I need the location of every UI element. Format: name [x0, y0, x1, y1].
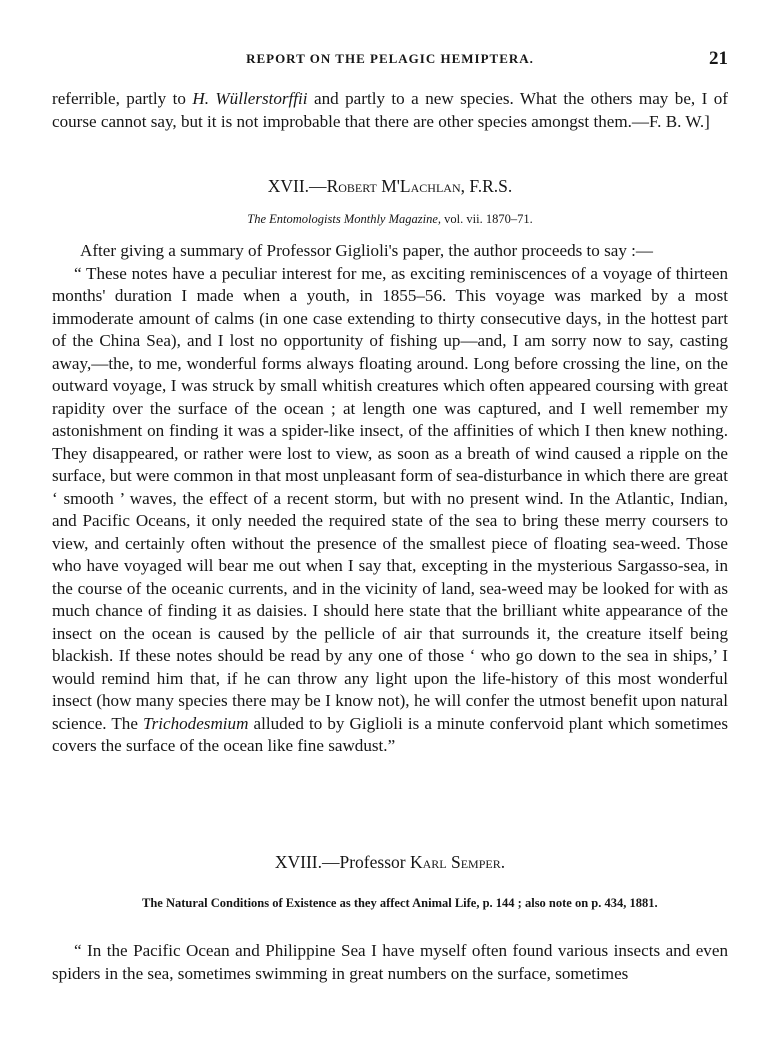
quote-paragraph	[52, 263, 728, 758]
species-name: H. Wüllerstorffii	[192, 89, 308, 108]
section-xviii-body	[52, 940, 728, 985]
citation-volume: vol. vii. 1870–71.	[441, 212, 533, 226]
page-header	[52, 48, 728, 70]
quote-paragraph: “ In the Pacific Ocean and Philippine Sea I have myself often found various insects and even spiders in the sea, sometimes swimming in great numbers on the surface, sometimes	[52, 941, 728, 983]
quote-italic: Trichodesmium	[143, 713, 249, 733]
opening-paragraph	[52, 88, 728, 133]
section-title-prefix: Professor	[339, 852, 410, 872]
page-number: 21	[709, 48, 728, 69]
opening-text-end: and partly to a new species. What the others may be, I of course cannot say, but it is not improbable that there are other species amongst them.—F. B. W.]	[52, 89, 728, 131]
section-heading-xviii	[52, 852, 728, 873]
running-title: REPORT ON THE PELAGIC HEMIPTERA.	[246, 51, 534, 66]
section-author: Robert M'Lachlan,	[326, 176, 465, 196]
section-xvii-body	[52, 240, 728, 758]
section-numeral: XVII.—	[267, 176, 327, 196]
quote-text-end: alluded to by Giglioli is a minute confervoid plant which sometimes covers the surface of the ocean like fine sawdust.”	[52, 713, 728, 755]
intro-paragraph: After giving a summary of Professor Giglioli's paper, the author proceeds to say :—	[80, 241, 654, 260]
quote-text: “ These notes have a peculiar interest for me, as exciting reminiscences of a voyage of thirteen months' duration I made when a youth, in 1855–56. This voyage was marked by a most immoderate amount of calms (in one case extending to thirty consecutive days, in the hottest part of the China Sea), and I lost no opportunity of fishing up—and, I am sorry now to say, casting away,—the, to me, wonderful forms always floating around. Long before crossing the line, on the outward voyage, I was struck by small whitish creatures which often appeared coursing with great rapidity over the surface of the ocean ; at length one was captured, and I well remember my astonishment on finding it was a spider-like insect, of the affinities of which I then knew nothing. They disappeared, or rather were lost to view, as soon as a breath of wind caused a ripple on the surface, but were common in that most unpleasant form of sea-disturbance in which there are great ‘ smooth ’ waves, the effect of a recent storm, but with no present wind. In the Atlantic, Indian, and Pacific Oceans, it only needed the required state of the sea to bring these merry coursers to view, and certainly often without the presence of the smallest piece of floating sea-weed. Those who have voyaged will bear me out when I say that, excepting in the mysterious Sargasso-sea, in the course of the oceanic currents, and in the vicinity of land, sea-weed may be looked for with as much chance of finding it as daisies. I should here state that the brilliant white appearance of the insect on the ocean is caused by the pellicle of air that surrounds it, the creature itself being blackish. If these notes should be read by any one of those ‘ who go down to the sea in ships,’ I would remind him that, if he can throw any light upon the life-history of this most wonderful insect (how many species there may be I know not), he will confer the utmost benefit upon natural science. The	[52, 263, 728, 733]
citation-xviii: The Natural Conditions of Existence as they affect Animal Life, p. 144 ; also note on p. 434, 1881.	[142, 896, 658, 910]
citation-journal: The Entomologists Monthly Magazine,	[247, 212, 442, 226]
section-author: Karl Semper.	[409, 852, 506, 872]
opening-text-start: referrible, partly to	[52, 89, 193, 108]
citation-xvii	[52, 212, 728, 227]
section-numeral: XVIII.—	[274, 852, 340, 872]
section-heading-xvii	[52, 176, 728, 197]
section-honour: F.R.S.	[465, 176, 513, 196]
